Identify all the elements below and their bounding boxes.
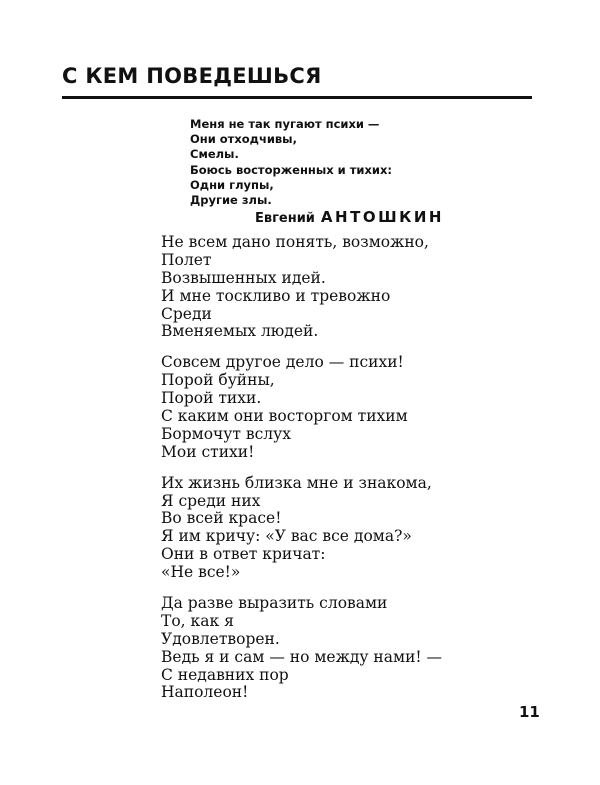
poem-line: Они в ответ кричат:: [161, 545, 326, 564]
stanza-1: [161, 234, 442, 341]
stanza-3: [161, 475, 442, 582]
poem-line: И мне тоскливо и тревожно: [161, 286, 391, 305]
poem-line: Вменяемых людей.: [161, 322, 319, 341]
poem-line: Удовлетворен.: [161, 629, 280, 648]
page-title: С КЕМ ПОВЕДЕШЬСЯ: [62, 64, 322, 88]
poem-line: Да разве выразить словами: [161, 594, 388, 613]
poem-line: Я им кричу: «У вас все дома?»: [161, 527, 412, 546]
poem-line: С каким они восторгом тихим: [161, 407, 408, 426]
epigraph-line: Меня не так пугают психи —: [190, 117, 380, 131]
poem-line: Среди: [161, 304, 212, 323]
epigraph-line: Они отходчивы,: [190, 132, 297, 147]
epigraph-line: Одни глупы,: [190, 177, 274, 192]
title-rule: [62, 96, 532, 99]
author-first-name: Евгений: [255, 211, 315, 226]
poem-line: Полет: [161, 250, 212, 269]
author-last-name: АНТОШКИН: [320, 208, 444, 226]
stanza-2: [161, 354, 442, 461]
poem-line: Порой тихи.: [161, 389, 262, 408]
poem-line: «Не все!»: [161, 563, 241, 582]
epigraph-line: Смелы.: [190, 147, 239, 162]
stanza-4: [161, 595, 442, 702]
epigraph-line: Боюсь восторженных и тихих:: [190, 162, 392, 177]
poem-line: То, как я: [161, 611, 234, 630]
poem-line: Бормочут вслух: [161, 424, 292, 443]
page-number: 11: [519, 703, 540, 721]
poem-line: Мои стихи!: [161, 442, 255, 461]
poem-line: Их жизнь близка мне и знакома,: [161, 473, 432, 492]
poem-line: Совсем другое дело — психи!: [161, 353, 404, 372]
poem-line: Не всем дано понять, возможно,: [161, 233, 429, 251]
poem-line: Наполеон!: [161, 683, 249, 702]
poem-line: Порой буйны,: [161, 371, 275, 390]
epigraph: [190, 117, 392, 208]
epigraph-line: Другие злы.: [190, 192, 272, 207]
poem-line: С недавних пор: [161, 665, 289, 684]
poem-line: Ведь я и сам — но между нами! —: [161, 647, 443, 666]
poem: [161, 234, 442, 715]
poem-line: Во всей красе!: [161, 509, 282, 528]
poem-line: Я среди них: [161, 491, 261, 510]
author-byline: [255, 207, 444, 229]
poem-line: Возвышенных идей.: [161, 268, 326, 287]
